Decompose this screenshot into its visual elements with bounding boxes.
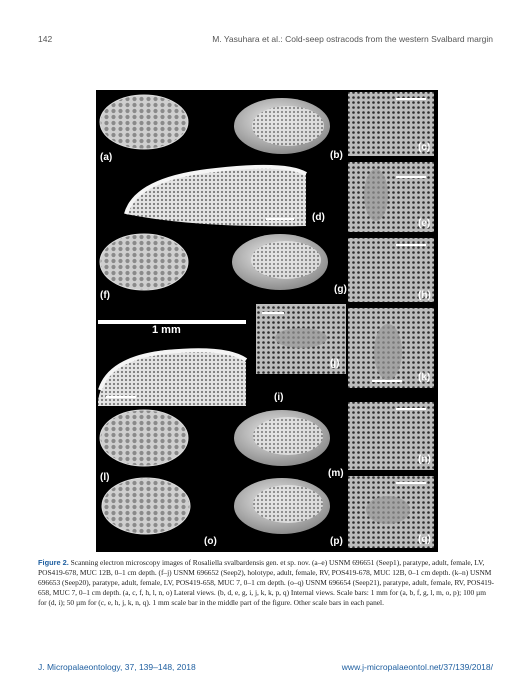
panel-label-o: (o) bbox=[204, 536, 217, 547]
panel-label-q: (q) bbox=[418, 534, 431, 545]
panel-label-n: (n) bbox=[418, 454, 431, 465]
panel-l-image bbox=[100, 410, 188, 466]
panel-label-k: (k) bbox=[418, 372, 431, 383]
panel-label-e: (e) bbox=[418, 218, 431, 229]
panel-a-image bbox=[100, 95, 188, 149]
figure-plate bbox=[96, 90, 438, 552]
panel-label-f: (f) bbox=[100, 290, 110, 301]
figure-caption bbox=[38, 558, 494, 608]
one-mm-scale-label: 1 mm bbox=[152, 324, 181, 336]
panel-f-image bbox=[100, 234, 188, 290]
journal-url[interactable]: www.j-micropalaeontol.net/37/139/2018/ bbox=[341, 662, 493, 672]
panel-label-c: (c) bbox=[418, 142, 431, 153]
panel-label-d: (d) bbox=[312, 212, 325, 223]
panel-o-image bbox=[102, 478, 190, 534]
panel-label-j: (j) bbox=[330, 358, 340, 369]
running-title: M. Yasuhara et al.: Cold-seep ostracods from the western Svalbard margin bbox=[212, 34, 493, 44]
panel-label-l: (l) bbox=[100, 472, 110, 483]
caption-text: Scanning electron microscopy images of Rosaliella svalbardensis gen. et sp. nov. (a–e) USNM 696651 (Seep1), paratype, adult, female, LV, POS419-678, MUC 12B, 0–1 cm depth. (f–j) USNM 696652 (Seep2), holotype, adult, female, RV, POS419-678, MUC 12B, 0–1 cm depth. (k–n) USNM 696653 (Seep20), paratype, adult, female, LV, POS419-658, MUC 7, 0–1 cm depth. (o–q) USNM 696654 (Seep21), paratype, adult, female, RV, POS419-658, MUC 7, 0–1 cm depth. (a, c, f, h, l, n, o) Lateral views. (b, d, e, g, i, j, k, k, p, q) Internal views. Scale bars: 1 mm for (a, b, f, g, l, m, o, p); 100 µm for (d, i); 50 µm for (c, e, h, j, k, n, q). 1 mm scale bar in the middle part of the figure. Other scale bars in each panel. bbox=[38, 558, 494, 607]
panel-label-i: (i) bbox=[274, 392, 284, 403]
journal-citation: J. Micropalaeontology, 37, 139–148, 2018 bbox=[38, 662, 196, 672]
panel-label-p: (p) bbox=[330, 536, 343, 547]
caption-title: Figure 2. bbox=[38, 558, 69, 567]
panel-label-a: (a) bbox=[100, 152, 113, 163]
panel-label-m: (m) bbox=[328, 468, 344, 479]
panel-label-h: (h) bbox=[418, 290, 431, 301]
page-number: 142 bbox=[38, 34, 53, 44]
panel-d-image bbox=[126, 167, 306, 226]
panel-label-g: (g) bbox=[334, 284, 347, 295]
panel-label-b: (b) bbox=[330, 150, 343, 161]
